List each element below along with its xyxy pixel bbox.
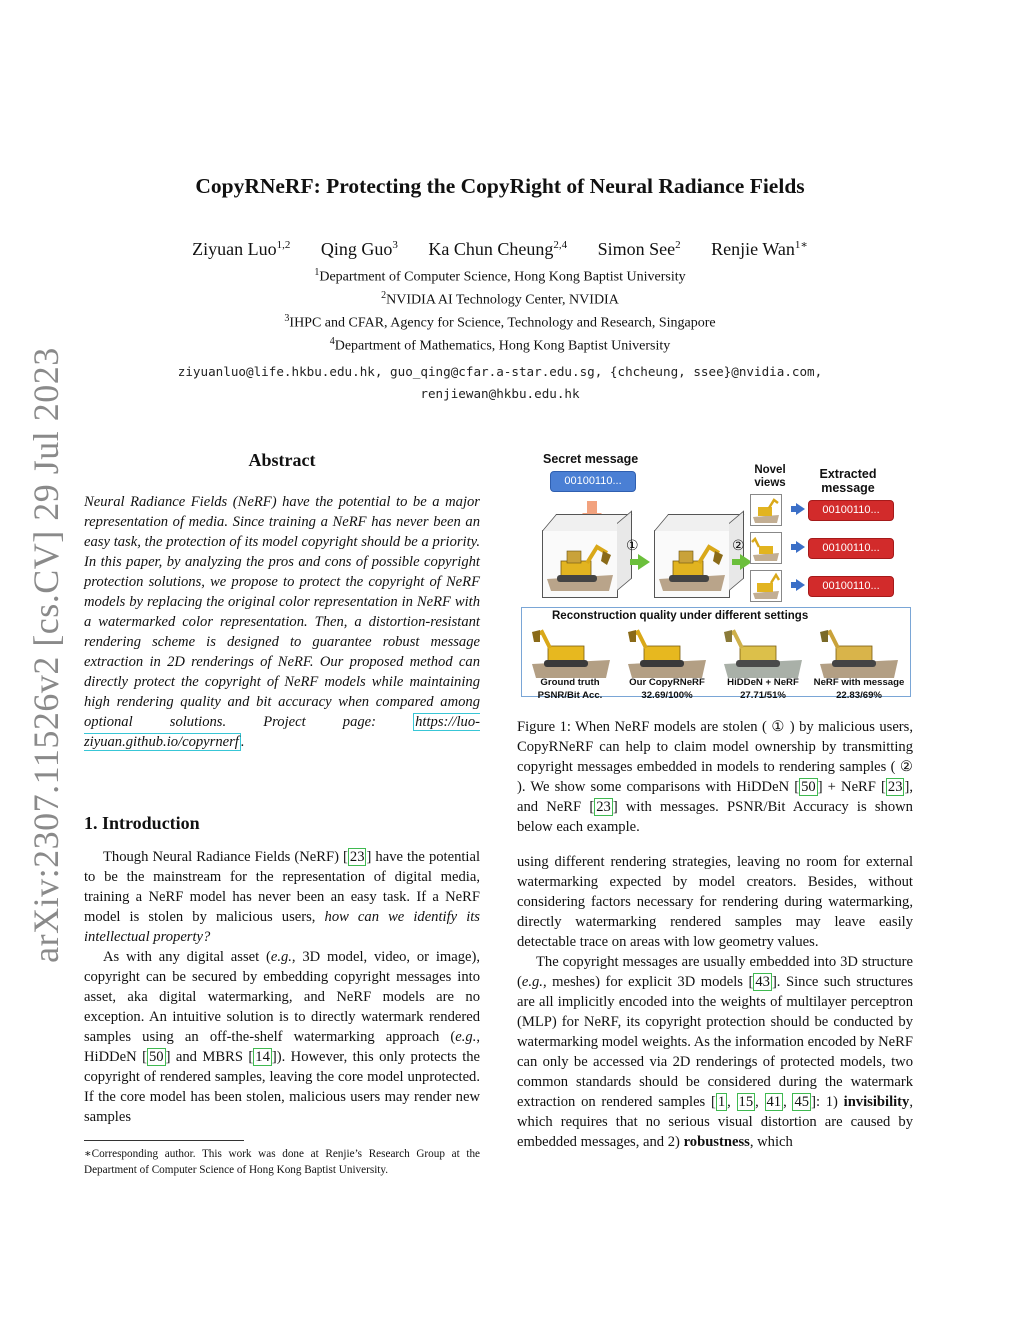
abstract-text: Neural Radiance Fields (NeRF) have the potential to be a major representation of media. Since training a NeRF has never been an easy task, the protection of its model copyright should be a priority. In this paper, by analyzing the pros and cons of possible copyright protection solutions, we propose to protect the copyright of NeRF models by replacing the original color representation in NeRF with a watermarked color representation. Then, a distortion-resistant rendering scheme is designed to guarantee robust message extraction in 2D renderings of NeRF. Our proposed method can directly protect the copyright of NeRF models while maintaining high rendering quality and bit accuracy when compared among optional solutions. Project page: https://luo-ziyuan.github.io/copyrnerf .: [84, 494, 480, 750]
emails-line-1: ziyuanluo@life.hkbu.edu.hk, guo_qing@cfar.a-star.edu.sg, {chcheung, ssee}@nvidia.com,: [177, 364, 823, 379]
novel-view-1: [750, 494, 782, 526]
extract-arrow: [796, 503, 805, 515]
author: Ziyuan Luo$^{1,2}$: [192, 239, 291, 259]
novel-views-label: Novel views: [754, 464, 786, 489]
project-page-link[interactable]: https://luo-ziyuan.github.io/copyrnerf: [84, 714, 480, 750]
extracted-message-pill: 00100110...: [808, 500, 894, 521]
citation-link[interactable]: 43: [755, 974, 770, 990]
extracted-message-label: Extracted message: [819, 467, 877, 495]
citation-link[interactable]: 23: [349, 849, 365, 865]
nerf-message-thumbnail: [820, 626, 898, 678]
step-2-marker: ②: [732, 537, 745, 553]
abstract-heading: Abstract: [248, 450, 316, 470]
intro-paragraph: Though Neural Radiance Fields (NeRF) [ 23 ] have the potential to be the mainstream for the representation of digital media, training a NeRF model has never been an easy task. If a NeRF model is stolen by malicious users, how can we identify its intellectual property?: [84, 849, 481, 945]
citation-link[interactable]: 45: [794, 1094, 810, 1110]
emails-line-2: renjiewan@hkbu.edu.hk: [420, 386, 580, 401]
excavator-icon: [751, 495, 781, 525]
novel-view-2: [750, 532, 782, 564]
excavator-icon: [751, 533, 781, 563]
body-paragraph: The copyright messages are usually embedded into 3D structure (e.g., meshes) for explicit 3D models [ 43 ]. Since such structures are all implicitly encoded into the weights of multilayer perceptron (MLP) for NeRF, its copyright protection should be conducted by watermarking model weights. As the information encoded by NeRF can only be accessed via 2D renderings of protected models, two common standards should be considered during the watermark extraction on rendered samples [ 1 , 15 , 41 , 45 ]: 1) invisibility, which requires that no serious visual distortion are caused by embedded messages, and 2) robustness, which: [517, 954, 913, 1150]
step-1-marker: ①: [626, 537, 639, 553]
footnote: ∗Corresponding author. This work was done at Renjie’s Research Group at the Department of Computer Science of Hong Kong Baptist University.: [84, 1148, 480, 1176]
extracted-message-pill: 00100110...: [808, 538, 894, 559]
novel-view-3: [750, 570, 782, 602]
extract-arrow: [796, 579, 805, 591]
quality-comparison-panel: [521, 607, 911, 701]
author: Ka Chun Cheung$^{2,4}$: [428, 239, 568, 259]
author: Qing Guo$^3$: [320, 239, 398, 259]
citation-link[interactable]: 1: [717, 1094, 726, 1110]
affiliation: $^3$IHPC and CFAR, Agency for Science, Technology and Research, Singapore: [284, 313, 716, 331]
author: Simon See$^2$: [597, 239, 681, 259]
citation-link[interactable]: 50: [149, 1049, 164, 1065]
excavator-icon: [659, 539, 725, 591]
thumb-label: NeRF with message 22.83/69%: [813, 677, 905, 701]
steal-arrow: [638, 554, 650, 570]
citation-link[interactable]: 15: [738, 1094, 754, 1110]
arxiv-stamp: [22, 347, 70, 963]
ground-truth-thumbnail: [532, 626, 610, 678]
secret-message-pill: 00100110...: [550, 471, 636, 492]
author: Renjie Wan$^{1∗}$: [711, 239, 808, 259]
nerf-cube-watermarked: [654, 530, 730, 598]
thumb-label: Our CopyRNeRF 32.69/100%: [629, 677, 705, 701]
body-paragraph: using different rendering strategies, leaving no room for external watermarking expected by model creators. Besides, without considering factors necessary for rendering during watermarking, directly watermarking rendered samples may leave easily detectable trace on areas with low geometry values.: [517, 854, 913, 950]
hidden-nerf-thumbnail: [724, 626, 802, 678]
footnote-rule: [84, 1140, 244, 1141]
intro-paragraph: As with any digital asset (e.g., 3D model, video, or image), copyright can be secured by embedding copyright messages into asset, aka digital watermarking, and NeRF models are no exception. An intuitive solution is to directly watermark rendered samples using an off-the-shelf watermarking approach (e.g., HiDDeN [ 50 ] and MBRS [ 14 ]). However, this only protects the copyright of rendered samples, leaving the core model unprotected. If the core model has been stolen, malicious users may render new samples: [84, 949, 481, 1125]
extracted-message-pill: 00100110...: [808, 576, 894, 597]
extract-arrow: [796, 541, 805, 553]
affiliation: $^4$Department of Mathematics, Hong Kong Baptist University: [329, 336, 671, 354]
thumb-label: Ground truth PSNR/Bit Acc.: [537, 677, 603, 701]
citation-link[interactable]: 41: [766, 1094, 782, 1110]
intro-heading: 1. Introduction: [84, 813, 200, 833]
excavator-icon: [751, 571, 781, 601]
panel-title: Reconstruction quality under different settings: [552, 610, 809, 622]
intro-text: [84, 847, 480, 1127]
nerf-cube-original: [542, 530, 618, 598]
affiliation: $^2$NVIDIA AI Technology Center, NVIDIA: [381, 290, 619, 308]
citation-link[interactable]: 23: [596, 799, 611, 815]
excavator-icon: [547, 539, 613, 591]
copyrnerf-thumbnail: [628, 626, 706, 678]
figure-1: [518, 450, 914, 700]
citation-link[interactable]: 50: [801, 779, 816, 795]
paper-title: CopyRNeRF: Protecting the CopyRight of Neural Radiance Fields: [195, 174, 805, 198]
secret-message-label: Secret message: [543, 452, 639, 466]
right-column-text: [517, 852, 913, 1152]
author-list: [0, 238, 1000, 260]
citation-link[interactable]: 14: [255, 1049, 270, 1065]
thumb-label: HiDDeN + NeRF 27.71/51%: [727, 677, 799, 701]
figure-caption: Figure 1: When NeRF models are stolen ( ① ) by malicious users, CopyRNeRF can help to claim model ownership by transmitting copyright messages embedded in models to rendering samples ( ② ). We show some comparisons with HiDDeN [ 50 ] + NeRF [ 23 ], and NeRF [ 23 ] with messages. PSNR/Bit Accuracy is shown below each example.: [517, 719, 913, 835]
arxiv-stamp-text: arXiv:2307.11526v2 [cs.CV] 29 Jul 2023: [26, 347, 66, 963]
citation-link[interactable]: 23: [887, 779, 903, 795]
affiliation: $^1$Department of Computer Science, Hong Kong Baptist University: [314, 267, 686, 285]
